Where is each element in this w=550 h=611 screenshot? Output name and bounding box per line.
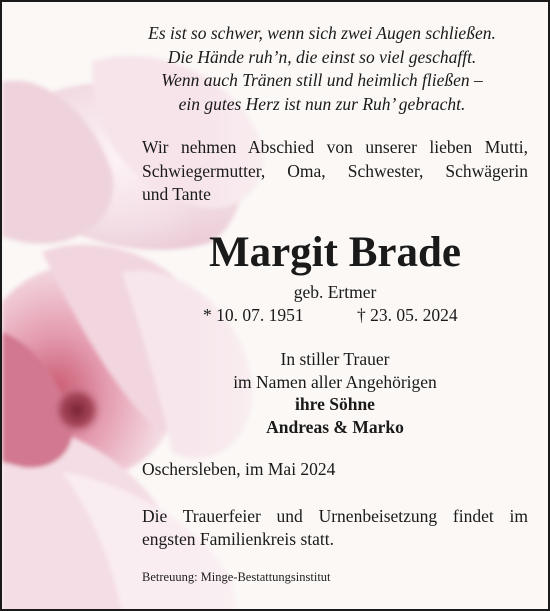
mourners-block bbox=[142, 348, 528, 438]
maiden-name: geb. Ertmer bbox=[293, 282, 377, 302]
mourners-line: im Namen aller Angehörigen bbox=[233, 371, 437, 392]
poem bbox=[122, 22, 522, 116]
funeral-info bbox=[142, 505, 528, 551]
mourners-line: In stiller Trauer bbox=[280, 349, 390, 369]
funeral-line: Die Trauerfeier und Urnenbeisetzung findet im bbox=[142, 506, 528, 526]
place-date: Oschersleben, im Mai 2024 bbox=[142, 459, 336, 479]
intro-line: Schwiegermutter, Oma, Schwester, Schwägerin bbox=[142, 160, 528, 181]
poem-line: Wenn auch Tränen still und heimlich fließen – bbox=[161, 70, 483, 90]
birth-date: * 10. 07. 1951 bbox=[203, 305, 304, 325]
poem-line: Es ist so schwer, wenn sich zwei Augen schließen. bbox=[148, 23, 496, 43]
poem-line: ein gutes Herz ist nun zur Ruh’ gebracht. bbox=[178, 93, 466, 114]
funeral-line: engsten Familienkreis statt. bbox=[142, 529, 334, 549]
farewell-intro bbox=[142, 136, 528, 207]
intro-line: Wir nehmen Abschied von unserer lieben Mutti, bbox=[142, 137, 528, 157]
mourners-names: Andreas & Marko bbox=[266, 416, 404, 437]
death-date: † 23. 05. 2024 bbox=[357, 305, 458, 325]
mourners-relation: ihre Söhne bbox=[295, 394, 375, 414]
funeral-home-credit: Betreuung: Minge-Bestattungsinstitut bbox=[142, 570, 331, 584]
intro-line: und Tante bbox=[142, 184, 211, 204]
deceased-name: Margit Brade bbox=[209, 229, 461, 276]
poem-line: Die Hände ruh’n, die einst so viel geschafft. bbox=[167, 46, 477, 67]
